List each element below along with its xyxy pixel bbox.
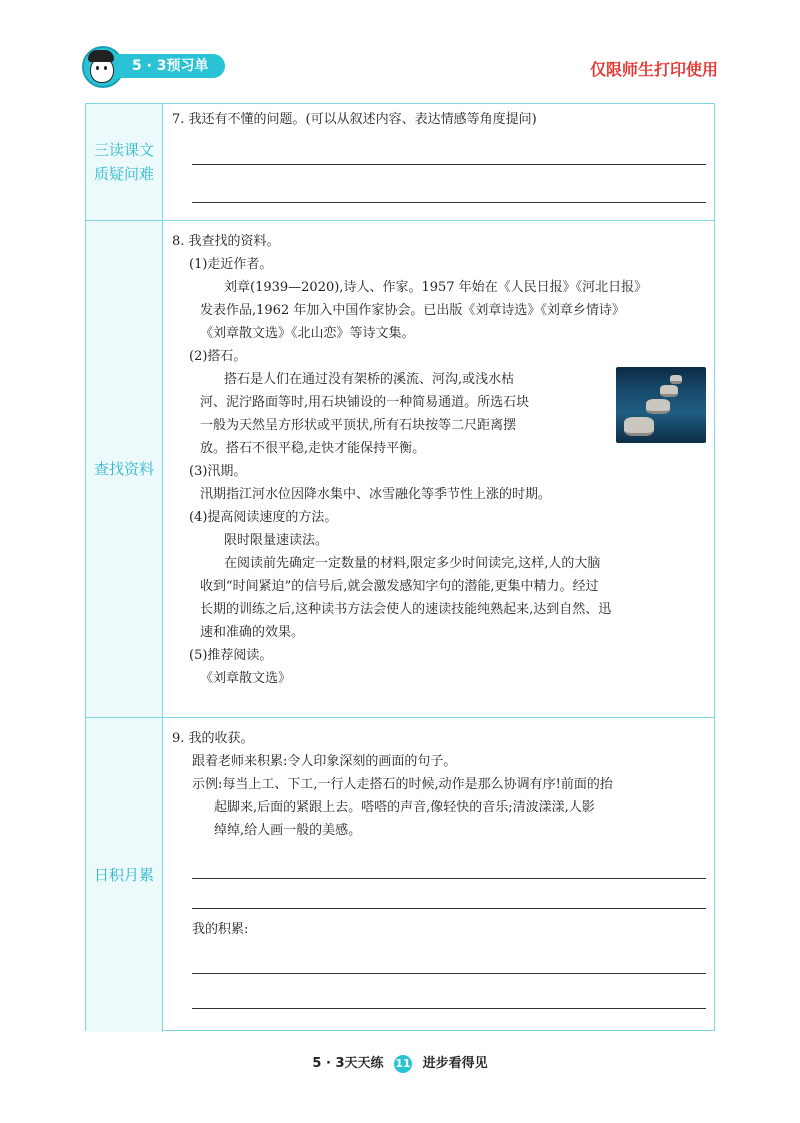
speed-text: 速和准确的效果。 bbox=[200, 625, 305, 640]
stepping-stones-photo bbox=[616, 367, 706, 443]
footer-slogan: 进步看得见 bbox=[422, 1056, 488, 1071]
page-number: 11 bbox=[394, 1055, 412, 1073]
example-text: 绰绰,给人画一般的美感。 bbox=[214, 823, 362, 838]
author-heading: (1)走近作者。 bbox=[189, 257, 273, 272]
worksheet-table bbox=[85, 103, 715, 1031]
stones-heading: (2)搭石。 bbox=[189, 349, 247, 364]
harvest-title: 9. 我的收获。 bbox=[172, 731, 254, 746]
research-title: 8. 我查找的资料。 bbox=[172, 234, 280, 249]
harvest-instruction: 跟着老师来积累:令人印象深刻的画面的句子。 bbox=[192, 754, 457, 769]
author-text: 刘章(1939—2020),诗人、作家。1957 年始在《人民日报》《河北日报》 bbox=[224, 280, 648, 295]
example-text: 起脚来,后面的紧跟上去。嗒嗒的声音,像轻快的音乐;清波漾漾,人影 bbox=[214, 800, 595, 815]
footer-brand: 5 · 3天天练 bbox=[312, 1056, 384, 1071]
stones-text: 搭石是人们在通过没有架桥的溪流、河沟,或浅水枯 bbox=[224, 372, 515, 387]
answer-line[interactable] bbox=[192, 164, 706, 165]
page-header bbox=[0, 0, 800, 100]
speed-method: 限时限量速读法。 bbox=[224, 533, 329, 548]
author-text: 《刘章散文选》《北山恋》等诗文集。 bbox=[200, 326, 415, 341]
stones-text: 河、泥泞路面等时,用石块铺设的一种简易通道。所选石块 bbox=[200, 395, 530, 410]
series-badge: 5 · 3预习单 bbox=[114, 54, 225, 78]
recommend-heading: (5)推荐阅读。 bbox=[189, 648, 273, 663]
speed-text: 在阅读前先确定一定数量的材料,限定多少时间读完,这样,人的大脑 bbox=[224, 556, 601, 571]
answer-line[interactable] bbox=[192, 973, 706, 974]
my-collection-label: 我的积累: bbox=[192, 922, 249, 937]
question-prompt: 7. 我还有不懂的问题。(可以从叙述内容、表达情感等角度提问) bbox=[172, 112, 537, 127]
print-notice: 仅限师生打印使用 bbox=[589, 60, 718, 79]
answer-line[interactable] bbox=[192, 202, 706, 203]
speed-text: 收到“时间紧迫”的信号后,就会激发感知字句的潜能,更集中精力。经过 bbox=[200, 579, 599, 594]
page-footer bbox=[0, 1052, 800, 1073]
question-section bbox=[86, 104, 714, 221]
harvest-section bbox=[86, 718, 714, 1032]
research-section bbox=[86, 221, 714, 718]
answer-line[interactable] bbox=[192, 1008, 706, 1009]
section-label-question: 三读课文 质疑问难 bbox=[86, 104, 163, 220]
speed-text: 长期的训练之后,这种读书方法会使人的速读技能纯熟起来,达到自然、迅 bbox=[200, 602, 612, 617]
recommend-book: 《刘章散文选》 bbox=[200, 671, 292, 686]
section-label-harvest: 日积月累 bbox=[86, 718, 163, 1032]
author-text: 发表作品,1962 年加入中国作家协会。已出版《刘章诗选》《刘章乡情诗》 bbox=[200, 303, 625, 318]
section-label-research: 查找资料 bbox=[86, 221, 163, 717]
answer-line[interactable] bbox=[192, 908, 706, 909]
stones-text: 一般为天然呈方形状或平顶状,所有石块按等二尺距离摆 bbox=[200, 418, 517, 433]
answer-line[interactable] bbox=[192, 878, 706, 879]
example-text: 示例:每当上工、下工,一行人走搭石的时候,动作是那么协调有序!前面的抬 bbox=[192, 777, 613, 792]
flood-text: 汛期指江河水位因降水集中、冰雪融化等季节性上涨的时期。 bbox=[200, 487, 552, 502]
flood-heading: (3)汛期。 bbox=[189, 464, 247, 479]
stones-text: 放。搭石不很平稳,走快才能保持平衡。 bbox=[200, 441, 426, 456]
speed-heading: (4)提高阅读速度的方法。 bbox=[189, 510, 338, 525]
